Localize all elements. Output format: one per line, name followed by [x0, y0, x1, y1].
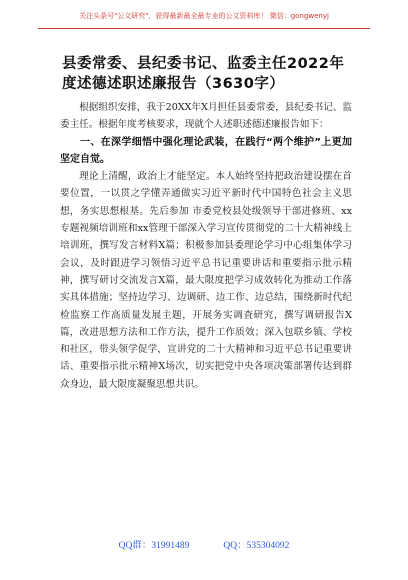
section-heading: 一、在深学细悟中强化理论武装，在践行“两个维护”上更加坚定自觉。: [60, 136, 352, 165]
qq-group-number: QQ群：31991489: [118, 541, 190, 551]
intro-paragraph: 根据组织安排，我于20XX年X月担任县委常委，县纪委书记、监委主任。根据年度考核要求，现就个人述职述德述廉报告如下：: [60, 102, 352, 131]
document-body: [60, 99, 352, 393]
contact-footer: [0, 537, 408, 551]
document-title: 县委常委、县纪委书记、监委主任2022年度述德述职述廉报告（3630字）: [62, 56, 345, 92]
body-paragraph: 理论上清醒，政治上才能坚定。本人始终坚持把政治建设摆在首要位置，一以贯之学懂弄通做实习近平新时代中国特色社会主义思想，务实思想根基。先后参加 市委党校县处级领导干部进修班、xx专题视频培训班和xx管理干部深入学习宣传贯彻党的二十大精神线上培训班，撰写发言材料X篇；积极参加县委理论学习中心组集体学习会议，及时跟进学习领悟习近平总书记重要讲话和重要指示批示精神，撰写研讨交流发言X篇，最大限度把学习成效转化为推动工作落实具体措施；坚持边学习、边调研、边工作、边总结，围绕新时代纪检监察工作高质量发展主题，开展务实调査研究，撰写调研报告X篇，改进思想方法和工作方法，提升工作质效；深入包联乡镇、学校和社区，带头领学促学，宣讲党的二十大精神和习近平总书记重要讲话、重要指示批示精神X场次，切实把党中央各项决策部署传达到群众身边，最大限度凝聚思想共识。: [60, 171, 352, 390]
banner-divider: [38, 28, 370, 29]
qq-number: QQ：535304092: [223, 541, 290, 551]
promo-banner: 关注头条号"公文研究"，获得最新最全最专业的公文资料库！ 微信：gongwenyj: [79, 12, 329, 20]
